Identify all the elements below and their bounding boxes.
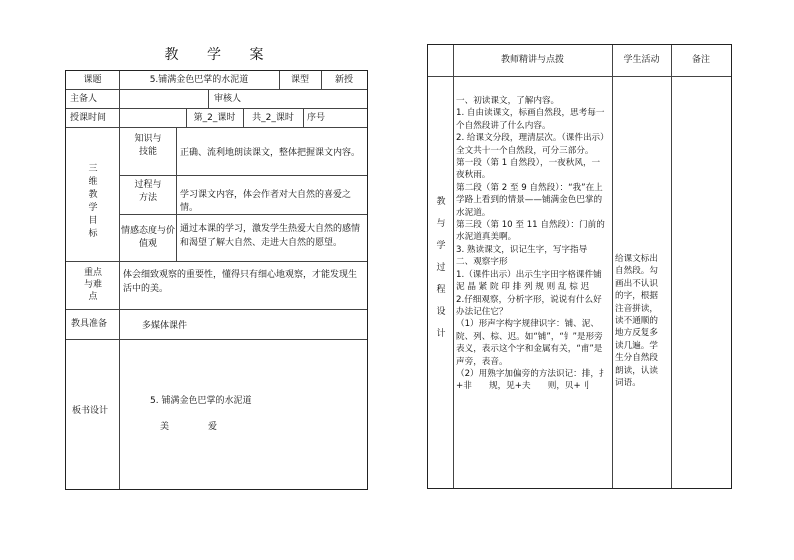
lesson-plan-table [65,70,368,490]
total-periods-label: 共_2_课时 [252,113,294,123]
preparer-label: 主备人 [70,94,98,104]
reviewer-label: 审核人 [214,94,242,104]
content-line: 第一段（第 1 自然段），一夜秋风，一夜秋雨。 [456,158,601,181]
time-label: 授课时间 [70,113,107,123]
content-line: 2.仔细观察，分析字形，说说有什么好办法记住它？ [456,294,602,317]
board-word-love: 爱 [208,422,218,432]
content-line: （2）用熟字加偏旁的方法识记：排，扌+非 规，见+夫 则，贝+刂 [456,368,608,392]
prep-label: 教具准备 [71,319,108,329]
goal-process-label: 过程与方法 [134,180,162,203]
board-word-beauty: 美 [160,422,170,432]
topic-value: 5.铺满金色巴掌的水泥道 [149,75,249,85]
topic-label: 课题 [83,75,102,85]
header-student: 学生活动 [623,55,660,65]
goal-process-text: 学习课文内容，体会作者对大自然的喜爱之情。 [180,190,352,214]
goal-attitude-text: 通过本课的学习，激发学生热爱大自然的感情和渴望了解大自然、走进大自然的愿望。 [180,224,361,248]
goals-label: 三维教学目标 [88,164,98,239]
type-value: 新授 [334,75,353,85]
content-line: 3. 熟读课文，识记生字，写字指导 [456,244,588,255]
content-line: 第三段（第 10 至 11 自然段）：门前的水泥道真美啊。 [456,220,605,243]
header-notes: 备注 [691,55,710,65]
goal-knowledge-label: 知识与技能 [134,134,162,157]
content-line: 二、观察字形 [456,257,508,268]
teaching-content [456,95,608,393]
prep-text: 多媒体课件 [142,321,188,331]
content-line: 第二段（第 2 至 9 自然段）：“我”在上学路上看到的情景——铺满金色巴掌的水泥道。 [456,182,603,218]
sequence-label: 序号 [307,113,326,123]
content-line: 全文共十一个自然段，可分三部分。 [456,145,594,156]
page-title: 教 学 案 [164,47,276,63]
type-label: 课型 [290,75,309,85]
header-teacher: 教师精讲与点拨 [500,55,564,65]
student-activity: 给课文标出自然段。勾画出不认识的字，根据注音拼读，读不通顺的地方反复多读几遍。学生分自然段朗读，认读词语。 [615,254,658,389]
process-label: 教与学过程设计 [436,197,446,339]
board-label: 板书设计 [72,406,109,416]
content-line: 1. 自由读课文，标画自然段，思考每一个自然段讲了什么内容。 [456,108,605,131]
content-line: 一、初读课文，了解内容。 [456,96,560,106]
content-line: 2. 给课文分段，理清层次。（课件出示） [456,133,609,144]
content-line: （1）形声字构字规律识字：铺、泥、院、列、棕、迟。如“铺”，“钅”是形旁表义，表示这个字和金属有关，“甫”是声旁，表音。 [456,319,603,367]
keypoint-label: 重点与难点 [83,268,102,302]
period-label: 第_2_课时 [193,113,236,123]
board-line-title: 5. 铺满金色巴掌的水泥道 [150,396,252,406]
goal-attitude-label: 情感态度与价值观 [120,226,175,249]
content-line: 1.（课件出示）出示生字田字格课件铺 泥 晶 紧 院 印 排 列 规 则 乱 棕 迟 [456,269,602,293]
goal-knowledge-text: 正确、流利地朗读课文，整体把握课文内容。 [180,148,361,158]
keypoint-text: 体会细致观察的重要性，懂得只有细心地观察，才能发现生活中的美。 [123,270,358,294]
